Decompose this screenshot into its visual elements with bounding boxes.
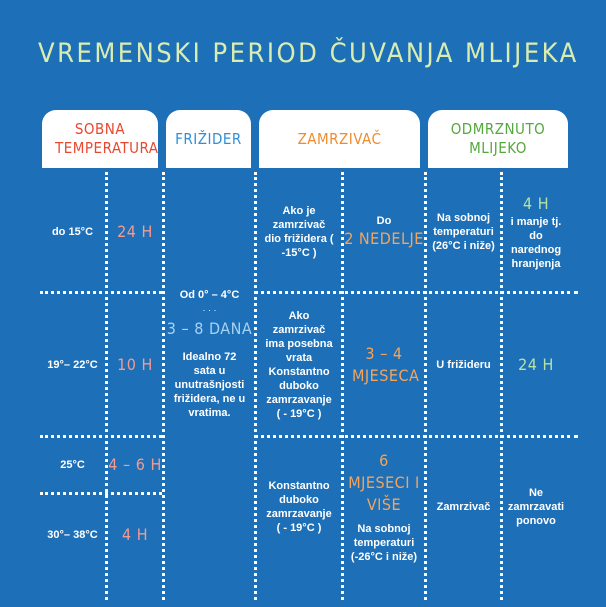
thawed-time-2: 24 H (518, 354, 554, 374)
room-temp-cell (40, 438, 105, 492)
freezer-time-1: 2 NEDELJE (344, 228, 424, 248)
freezer-time-2: 3 – 4 MJESECA (352, 343, 420, 385)
thawed-where-3: Zamrzivač (436, 500, 491, 513)
room-time-cell (108, 294, 162, 435)
fridge-dots: · · · (202, 305, 217, 315)
freezer-time-cell (344, 438, 424, 575)
room-temp-cell (40, 294, 105, 435)
thawed-where-cell (427, 172, 500, 291)
header-room-temperature (42, 110, 158, 168)
thawed-note-cell (503, 438, 569, 575)
header-thawed-label: ODMRZNUTO MLIJEKO (450, 120, 546, 157)
freezer-condition-2: Ako zamrzivač ima posebna vrata Konstantno duboko zamrzavanje ( - 19°C ) (265, 309, 333, 420)
header-fridge-label: FRIŽIDER (175, 129, 242, 148)
fridge-cell (165, 288, 254, 448)
freezer-time-prefix-1: Do (376, 214, 392, 227)
header-freezer (259, 110, 420, 168)
room-time-cell (108, 438, 162, 492)
header-fridge (166, 110, 251, 168)
room-temp-1: do 15°C (51, 225, 94, 238)
thawed-time-cell (503, 294, 569, 435)
fridge-range: Od 0° – 4°C (179, 289, 240, 301)
freezer-condition-cell (257, 294, 341, 435)
freezer-note-3: Na sobnoj temperaturi (-26°C i niže) (350, 522, 418, 563)
thawed-where-cell (427, 438, 500, 575)
header-thawed (428, 110, 568, 168)
freezer-time-cell (344, 294, 424, 435)
room-temp-2: 19°– 22°C (47, 358, 98, 371)
room-time-cell (108, 495, 162, 575)
thawed-where-1: Na sobnoj temperaturi (26°C i niže) (432, 211, 495, 252)
room-temp-cell (40, 172, 105, 291)
room-time-cell (108, 172, 162, 291)
header-room-label: SOBNA TEMPERATURA (55, 120, 159, 157)
freezer-time-3: 6 MJESECI I VIŠE (348, 450, 420, 514)
header-freezer-label: ZAMRZIVAČ (297, 129, 382, 148)
fridge-note: Idealno 72 sata u unutrašnjosti frižidera, ne u vratima. (173, 351, 246, 419)
room-time-3: 4 – 6 H (108, 455, 162, 474)
page-title: VREMENSKI PERIOD ČUVANJA MLIJEKA (38, 38, 579, 69)
thawed-note-3: Ne zamrzavati ponovo (507, 486, 565, 527)
room-time-4: 4 H (121, 525, 149, 544)
fridge-time: 3 – 8 DANA (166, 319, 253, 338)
freezer-condition-3: Konstantno duboko zamrzavanje ( - 19°C ) (266, 479, 332, 534)
thawed-note-1: i manje tj. do narednog hranjenja (510, 215, 562, 270)
room-temp-4: 30°– 38°C (47, 529, 98, 541)
room-temp-3: 25°C (60, 459, 85, 471)
thawed-time-cell (503, 172, 569, 291)
freezer-condition-cell (257, 438, 341, 575)
thawed-where-cell (427, 294, 500, 435)
freezer-time-cell (344, 172, 424, 291)
thawed-where-2: U frižideru (436, 358, 491, 371)
room-time-1: 24 H (117, 221, 153, 241)
freezer-condition-1: Ako je zamrzivač dio frižidera ( -15°C ) (264, 204, 334, 259)
thawed-time-1: 4 H (522, 193, 550, 213)
room-temp-cell (40, 495, 105, 575)
freezer-condition-cell (257, 172, 341, 291)
room-time-2: 10 H (117, 354, 153, 374)
